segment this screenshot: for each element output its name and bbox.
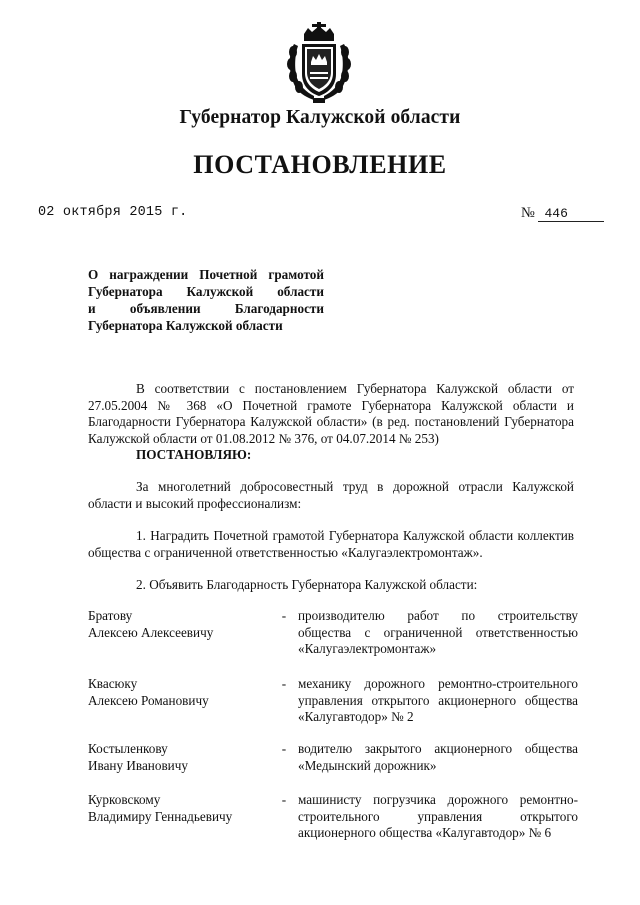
- recipient-position: [298, 741, 578, 774]
- recipient-name: [88, 676, 268, 709]
- document-date: 02 октября 2015 г.: [38, 205, 188, 220]
- recipient-given-names: Алексею Романовичу: [88, 692, 209, 708]
- recipient-name: [88, 741, 268, 774]
- position-line: «Медынский дорожник»: [298, 757, 437, 773]
- position-line: управления открытого акционерного общества: [298, 692, 578, 708]
- coat-of-arms-icon: [284, 22, 354, 104]
- separator-dash: -: [281, 792, 287, 807]
- position-line: общества с ограниченной ответственностью: [298, 624, 578, 640]
- recipient-name: [88, 792, 268, 825]
- position-line: производителю работ по строительству: [298, 608, 578, 623]
- subject-line: Губернатора Калужской области: [88, 284, 324, 299]
- subject-line: Губернатора Калужской области: [88, 318, 283, 333]
- document-type: ПОСТАНОВЛЕНИЕ: [193, 150, 447, 179]
- recipient-position: [298, 676, 578, 726]
- reason-paragraph: За многолетний добросовестный труд в дорожной отрасли Калужской области и высокий профессионализм:: [88, 479, 574, 511]
- separator-dash: -: [281, 741, 287, 756]
- recipient-given-names: Алексею Алексеевичу: [88, 624, 214, 640]
- recipient-given-names: Ивану Ивановичу: [88, 757, 188, 773]
- number-value: 446: [538, 206, 604, 222]
- position-line: механику дорожного ремонтно-строительного: [298, 676, 578, 691]
- recipient-position: [298, 608, 578, 658]
- separator-dash: -: [281, 608, 287, 623]
- document-subject: [88, 266, 324, 334]
- clause-1-paragraph: 1. Наградить Почетной грамотой Губернатора Калужской области коллектив общества с ограниченной ответственностью «Калугаэлектромонтаж».: [88, 528, 574, 560]
- document-number: [521, 205, 604, 222]
- position-line: акционерного общества «Калугавтодор» № 6: [298, 825, 552, 840]
- subject-line: и объявлении Благодарности: [88, 301, 324, 316]
- preamble-paragraph: В соответствии с постановлением Губернатора Калужской области от 27.05.2004 № 368 «О Почетной грамоте Губернатора Калужской области и Благодарности Губернатора Калужской области» (в ред. постановлений Губернатора Калужской области от 01.08.2012 № 376, от 04.07.2014 № 253): [88, 381, 574, 446]
- recipient-surname: Квасюку: [88, 676, 138, 691]
- position-line: «Калугаэлектромонтаж»: [298, 641, 437, 656]
- recipient-surname: Братову: [88, 608, 133, 623]
- subject-line: О награждении Почетной грамотой: [88, 267, 324, 282]
- position-line: машинисту погрузчика дорожного ремонтно-: [298, 792, 578, 807]
- separator-dash: -: [281, 676, 287, 691]
- recipient-given-names: Владимиру Геннадьевичу: [88, 808, 233, 824]
- decree-word: ПОСТАНОВЛЯЮ:: [136, 447, 252, 462]
- position-line: «Калугавтодор» № 2: [298, 709, 414, 724]
- recipient-name: [88, 608, 268, 641]
- issuing-authority: Губернатор Калужской области: [179, 107, 461, 128]
- recipient-surname: Костыленкову: [88, 741, 168, 756]
- preamble-block: [88, 381, 574, 464]
- number-label: №: [521, 205, 535, 221]
- recipient-surname: Курковскому: [88, 792, 161, 807]
- position-line: водителю закрытого акционерного общества: [298, 741, 578, 756]
- clause-2-paragraph: 2. Объявить Благодарность Губернатора Калужской области:: [136, 577, 478, 592]
- position-line: строительного управления открытого: [298, 808, 578, 824]
- recipient-position: [298, 792, 578, 842]
